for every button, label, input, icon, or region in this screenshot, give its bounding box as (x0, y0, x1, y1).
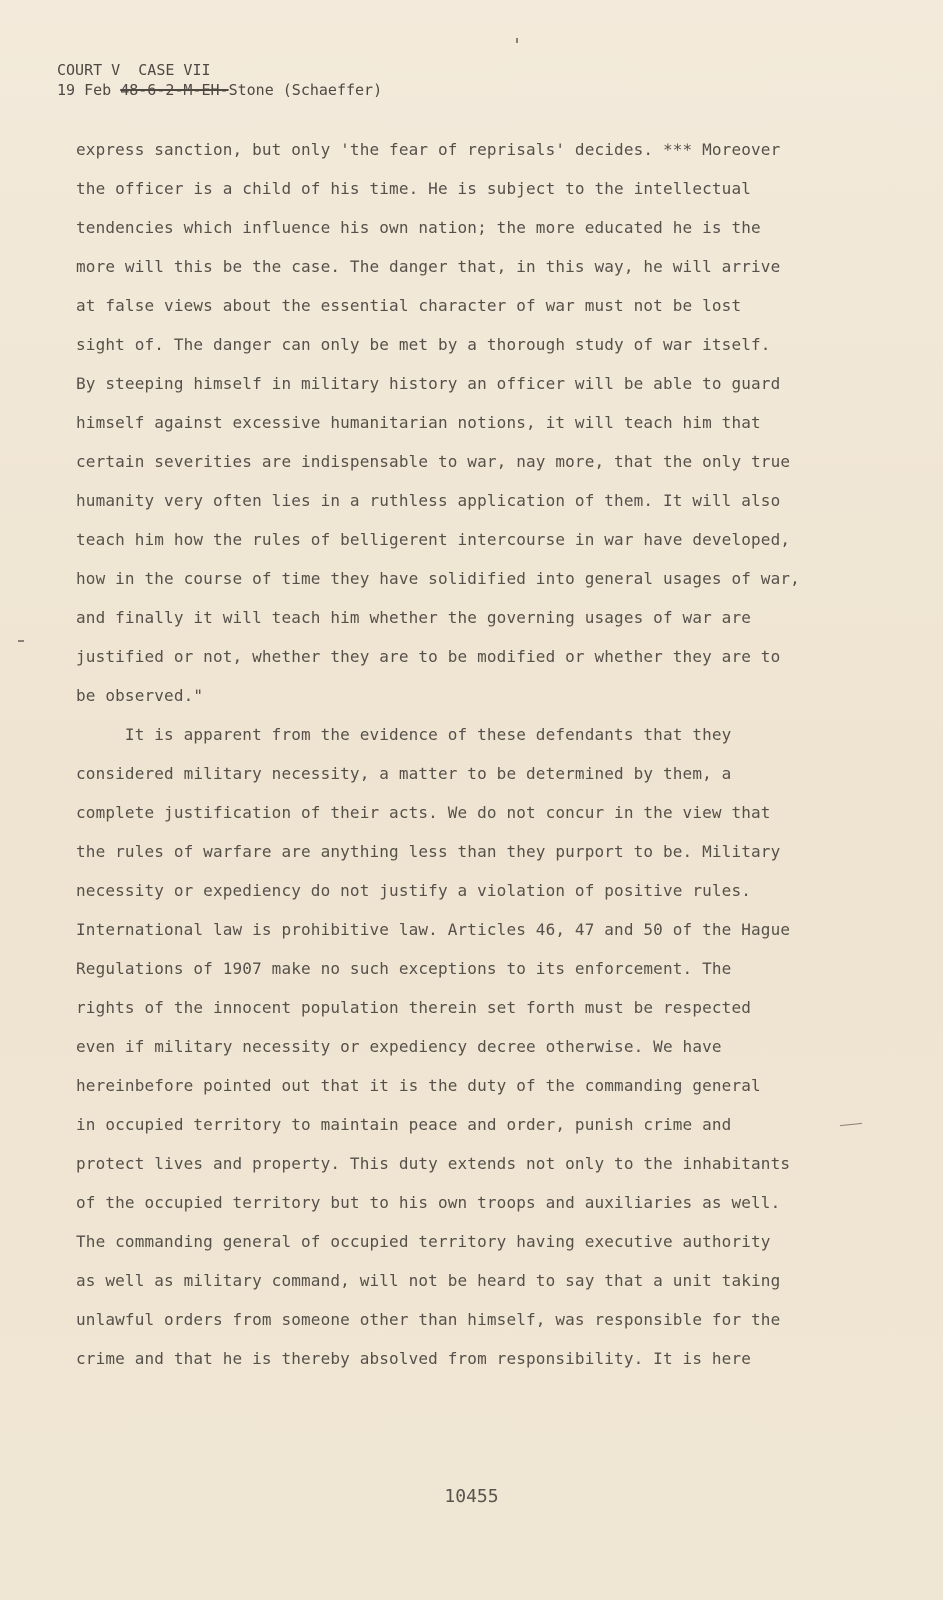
page-header (57, 60, 382, 100)
stenographer-name: Stone (228, 81, 274, 99)
text-line: of the occupied territory but to his own troops and auxiliaries as well. (76, 1193, 781, 1212)
text-line: even if military necessity or expediency decree otherwise. We have (76, 1037, 722, 1056)
text-line: the officer is a child of his time. He is subject to the intellectual (76, 179, 752, 198)
court-case-label: COURT V CASE VII (57, 61, 211, 79)
body-text (76, 130, 836, 1378)
text-line: more will this be the case. The danger that, in this way, he will arrive (76, 257, 781, 276)
text-line: as well as military command, will not be heard to say that a unit taking (76, 1271, 781, 1290)
text-line: considered military necessity, a matter to be determined by them, a (76, 764, 732, 783)
text-line: crime and that he is thereby absolved from responsibility. It is here (76, 1349, 752, 1368)
text-line: protect lives and property. This duty extends not only to the inhabitants (76, 1154, 791, 1173)
stray-mark (516, 38, 518, 43)
struck-text: 48-6-2-M-EH- (120, 81, 229, 99)
text-line: and finally it will teach him whether the governing usages of war are (76, 608, 752, 627)
text-line: teach him how the rules of belligerent intercourse in war have developed, (76, 530, 791, 549)
stray-mark (840, 1123, 862, 1126)
text-line: By steeping himself in military history an officer will be able to guard (76, 374, 781, 393)
reporter-name: (Schaeffer) (273, 81, 383, 99)
text-line: tendencies which influence his own nation; the more educated he is the (76, 218, 761, 237)
text-line: in occupied territory to maintain peace and order, punish crime and (76, 1115, 732, 1134)
text-line: express sanction, but only 'the fear of reprisals' decides. *** Moreover (76, 140, 781, 159)
text-line: It is apparent from the evidence of these defendants that they (76, 725, 732, 744)
page-number: 10455 (444, 1486, 499, 1507)
text-line: International law is prohibitive law. Articles 46, 47 and 50 of the Hague (76, 920, 791, 939)
stray-mark (18, 640, 24, 642)
date-line (57, 80, 382, 100)
text-line: unlawful orders from someone other than himself, was responsible for the (76, 1310, 781, 1329)
text-line: the rules of warfare are anything less than they purport to be. Military (76, 842, 781, 861)
text-line: sight of. The danger can only be met by a thorough study of war itself. (76, 335, 771, 354)
text-line: Regulations of 1907 make no such exceptions to its enforcement. The (76, 959, 732, 978)
text-line: rights of the innocent population therein set forth must be respected (76, 998, 752, 1017)
date-text: 19 Feb (57, 81, 121, 99)
text-line: justified or not, whether they are to be modified or whether they are to (76, 647, 781, 666)
text-line: complete justification of their acts. We do not concur in the view that (76, 803, 771, 822)
text-line: certain severities are indispensable to war, nay more, that the only true (76, 452, 791, 471)
text-line: necessity or expediency do not justify a violation of positive rules. (76, 881, 752, 900)
text-line: how in the course of time they have solidified into general usages of war, (76, 569, 800, 588)
text-line: be observed." (76, 686, 204, 705)
text-line: at false views about the essential character of war must not be lost (76, 296, 742, 315)
text-line: hereinbefore pointed out that it is the duty of the commanding general (76, 1076, 761, 1095)
text-line: himself against excessive humanitarian notions, it will teach him that (76, 413, 761, 432)
text-line: humanity very often lies in a ruthless application of them. It will also (76, 491, 781, 510)
text-line: The commanding general of occupied territory having executive authority (76, 1232, 771, 1251)
